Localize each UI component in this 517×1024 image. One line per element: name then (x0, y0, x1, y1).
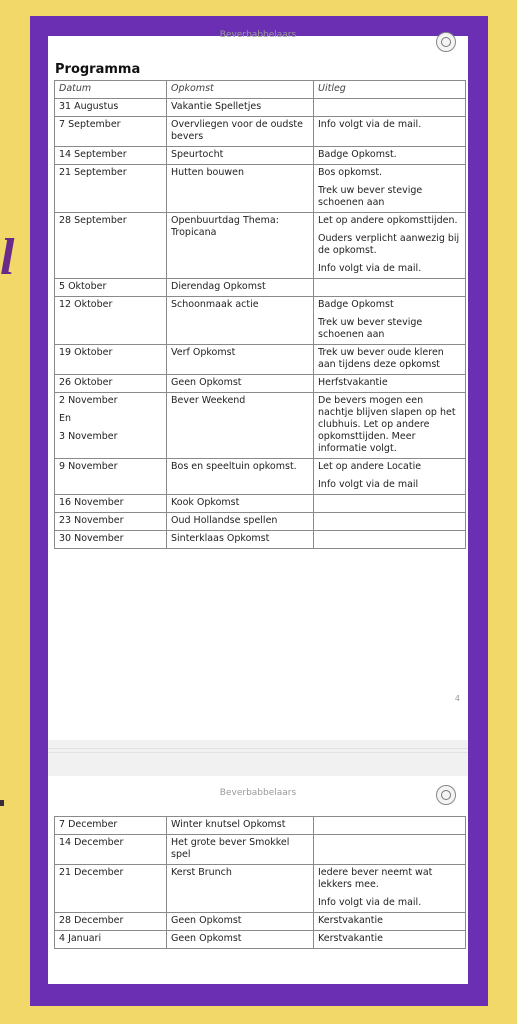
cell-text: Info volgt via de mail. (318, 897, 422, 908)
cell-text: Ouders verplicht aanwezig bij de opkomst. (318, 233, 460, 256)
datum-cell (55, 99, 167, 117)
cell-text: Badge Opkomst (318, 299, 394, 310)
opkomst-cell (167, 147, 314, 165)
page-number: 4 (454, 694, 460, 703)
cell-text: 28 December (59, 915, 124, 926)
cell-text: Kook Opkomst (171, 497, 240, 508)
uitleg-cell (314, 297, 466, 345)
scouting-logo-icon (436, 32, 456, 52)
cell-text: Trek uw bever stevige schoenen aan (318, 185, 423, 208)
cell-text: Trek uw bever stevige schoenen aan (318, 317, 423, 340)
cell-text: 28 September (59, 215, 127, 226)
opkomst-cell (167, 531, 314, 549)
purple-frame (30, 16, 488, 1006)
uitleg-cell (314, 513, 466, 531)
cell-text: 23 November (59, 515, 124, 526)
datum-cell (55, 147, 167, 165)
uitleg-cell (314, 117, 466, 147)
cell-text: 19 Oktober (59, 347, 113, 358)
datum-cell (55, 345, 167, 375)
cell-text: Openbuurtdag Thema: Tropicana (171, 215, 279, 238)
opkomst-cell (167, 913, 314, 931)
table-header-row (55, 81, 466, 99)
opkomst-cell (167, 213, 314, 279)
datum-cell (55, 495, 167, 513)
opkomst-cell (167, 165, 314, 213)
table-row (55, 513, 466, 531)
opkomst-cell (167, 393, 314, 459)
table-row (55, 345, 466, 375)
cell-text: Trek uw bever oude kleren aan tijdens deze opkomst (318, 347, 444, 370)
table-row (55, 117, 466, 147)
column-header-datum: Datum (55, 81, 167, 99)
cell-text: Kerst Brunch (171, 867, 232, 878)
cell-text: Schoonmaak actie (171, 299, 259, 310)
cell-text: Bos opkomst. (318, 167, 383, 178)
table-row (55, 393, 466, 459)
document-page-2 (48, 776, 468, 984)
cell-text: Speurtocht (171, 149, 224, 160)
cell-text: 9 November (59, 461, 118, 472)
cell-text: 31 Augustus (59, 101, 119, 112)
datum-cell (55, 279, 167, 297)
cell-text: Herfstvakantie (318, 377, 388, 388)
datum-cell (55, 817, 167, 835)
cell-text: Winter knutsel Opkomst (171, 819, 286, 830)
table-row (55, 913, 466, 931)
scouting-logo-icon (436, 785, 456, 805)
table-row (55, 459, 466, 495)
cropped-letter-decoration: l (0, 229, 15, 286)
cell-text: Kerstvakantie (318, 915, 384, 926)
cell-text: Let op andere opkomsttijden. (318, 215, 458, 226)
datum-cell (55, 835, 167, 865)
cell-text: En (59, 413, 72, 424)
cell-text: Bos en speeltuin opkomst. (171, 461, 297, 472)
cell-text: Badge Opkomst. (318, 149, 397, 160)
uitleg-cell (314, 817, 466, 835)
cell-text: 3 November (59, 431, 118, 442)
datum-cell (55, 459, 167, 495)
datum-cell (55, 165, 167, 213)
cell-text: Verf Opkomst (171, 347, 236, 358)
cell-text: Oud Hollandse spellen (171, 515, 278, 526)
cropped-dot-decoration (0, 800, 4, 806)
table-row (55, 835, 466, 865)
uitleg-cell (314, 865, 466, 913)
table-row (55, 375, 466, 393)
cell-text: Kerstvakantie (318, 933, 384, 944)
cell-text: Let op andere Locatie (318, 461, 422, 472)
datum-cell (55, 531, 167, 549)
uitleg-cell (314, 345, 466, 375)
cell-text: Geen Opkomst (171, 915, 242, 926)
cell-text: 16 November (59, 497, 124, 508)
datum-cell (55, 865, 167, 913)
datum-cell (55, 931, 167, 949)
cell-text: De bevers mogen een nachtje blijven slapen op het clubhuis. Let op andere opkomsttijden. Meer informatie volgt. (318, 395, 456, 454)
cell-text: Info volgt via de mail. (318, 119, 422, 130)
cell-text: 5 Oktober (59, 281, 107, 292)
opkomst-cell (167, 297, 314, 345)
cell-text: Overvliegen voor de oudste bevers (171, 119, 303, 142)
uitleg-cell (314, 495, 466, 513)
page-header-text: Beverbabbelaars (219, 788, 297, 798)
table-row (55, 147, 466, 165)
table-row (55, 531, 466, 549)
cell-text: Info volgt via de mail. (318, 263, 422, 274)
uitleg-cell (314, 147, 466, 165)
opkomst-cell (167, 513, 314, 531)
cell-text: Vakantie Spelletjes (171, 101, 262, 112)
uitleg-cell (314, 213, 466, 279)
uitleg-cell (314, 835, 466, 865)
cell-text: 4 Januari (59, 933, 102, 944)
opkomst-cell (167, 279, 314, 297)
column-header-uitleg: Uitleg (314, 81, 466, 99)
opkomst-cell (167, 865, 314, 913)
cell-text: Dierendag Opkomst (171, 281, 266, 292)
table-row (55, 865, 466, 913)
datum-cell (55, 213, 167, 279)
table-row (55, 495, 466, 513)
cell-text: Het grote bever Smokkel spel (171, 837, 290, 860)
datum-cell (55, 297, 167, 345)
cell-text: 14 September (59, 149, 127, 160)
cell-text: Hutten bouwen (171, 167, 244, 178)
datum-cell (55, 375, 167, 393)
table-row (55, 99, 466, 117)
uitleg-cell (314, 531, 466, 549)
opkomst-cell (167, 835, 314, 865)
cell-text: Iedere bever neemt wat lekkers mee. (318, 867, 433, 890)
table-row (55, 931, 466, 949)
column-header-opkomst: Opkomst (167, 81, 314, 99)
cell-text: Geen Opkomst (171, 933, 242, 944)
datum-cell (55, 117, 167, 147)
datum-cell (55, 913, 167, 931)
opkomst-cell (167, 99, 314, 117)
page-separator (48, 740, 468, 776)
cell-text: 21 December (59, 867, 124, 878)
opkomst-cell (167, 117, 314, 147)
cell-text: Bever Weekend (171, 395, 246, 406)
opkomst-cell (167, 375, 314, 393)
opkomst-cell (167, 931, 314, 949)
cell-text: 30 November (59, 533, 124, 544)
page-header-text: Beverbabbelaars (219, 30, 297, 40)
table-row (55, 817, 466, 835)
uitleg-cell (314, 931, 466, 949)
table-row (55, 279, 466, 297)
uitleg-cell (314, 913, 466, 931)
page-title: Programma (55, 62, 141, 77)
cell-text: 7 December (59, 819, 118, 830)
table-row (55, 165, 466, 213)
datum-cell (55, 513, 167, 531)
table-row (55, 297, 466, 345)
cell-text: Geen Opkomst (171, 377, 242, 388)
cell-text: Sinterklaas Opkomst (171, 533, 270, 544)
cell-text: 2 November (59, 395, 118, 406)
cell-text: 12 Oktober (59, 299, 113, 310)
uitleg-cell (314, 99, 466, 117)
cell-text: 14 December (59, 837, 124, 848)
uitleg-cell (314, 393, 466, 459)
program-table (54, 80, 466, 549)
table-row (55, 213, 466, 279)
opkomst-cell (167, 345, 314, 375)
cell-text: 7 September (59, 119, 121, 130)
opkomst-cell (167, 817, 314, 835)
datum-cell (55, 393, 167, 459)
cell-text: 26 Oktober (59, 377, 113, 388)
uitleg-cell (314, 279, 466, 297)
opkomst-cell (167, 459, 314, 495)
opkomst-cell (167, 495, 314, 513)
program-table-continued (54, 816, 466, 949)
uitleg-cell (314, 375, 466, 393)
document-page-1 (48, 30, 468, 740)
cell-text: 21 September (59, 167, 127, 178)
uitleg-cell (314, 165, 466, 213)
cell-text: Info volgt via de mail (318, 479, 419, 490)
uitleg-cell (314, 459, 466, 495)
